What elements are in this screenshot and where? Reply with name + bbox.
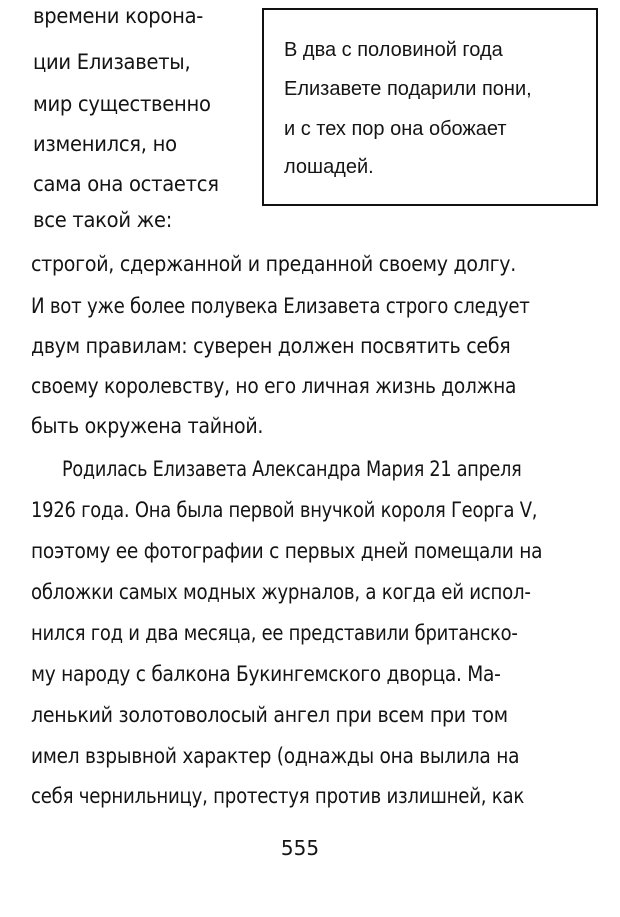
sidebar-line: лошадей.	[284, 156, 374, 178]
body-line: И вот уже более полувека Елизавета строго следует	[31, 294, 530, 318]
page-number: 555	[280, 836, 320, 860]
body-line: 1926 года. Она была первой внучкой короля Георга V,	[31, 498, 538, 522]
body-line: нился год и два месяца, ее представили британско-	[31, 621, 518, 645]
body-line: быть окружена тайной.	[31, 414, 264, 438]
body-line: ленький золотоволосый ангел при всем при том	[31, 703, 508, 727]
body-line: своему королевству, но его личная жизнь должна	[31, 374, 517, 398]
left-column-line: сама она остается	[33, 172, 219, 196]
body-line: себя чернильницу, протестуя против излишней, как	[31, 784, 525, 808]
body-line: имел взрывной характер (однажды она вылила на	[31, 744, 520, 768]
left-column-line: изменился, но	[33, 132, 177, 156]
body-line: му народу с балкона Букингемского дворца. Ма-	[31, 662, 501, 686]
left-column-line: времени корона-	[33, 4, 204, 28]
left-column-line: все такой же:	[33, 208, 173, 232]
sidebar-line: Елизавете подарили пони,	[284, 78, 532, 100]
body-line: двум правилам: суверен должен посвятить себя	[31, 334, 511, 358]
sidebar-box	[262, 8, 598, 206]
sidebar-line: и с тех пор она обожает	[284, 118, 507, 140]
left-column-line: мир существенно	[33, 92, 211, 116]
left-column-line: ции Елизаветы,	[33, 50, 191, 74]
paragraph-first-line: Родилась Елизавета Александра Мария 21 апреля	[62, 457, 522, 481]
sidebar-line: В два с половиной года	[284, 39, 503, 61]
body-line: поэтому ее фотографии с первых дней помещали на	[31, 539, 543, 563]
body-line: строгой, сдержанной и преданной своему долгу.	[31, 252, 517, 276]
body-line: обложки самых модных журналов, а когда ей испол-	[31, 580, 531, 604]
